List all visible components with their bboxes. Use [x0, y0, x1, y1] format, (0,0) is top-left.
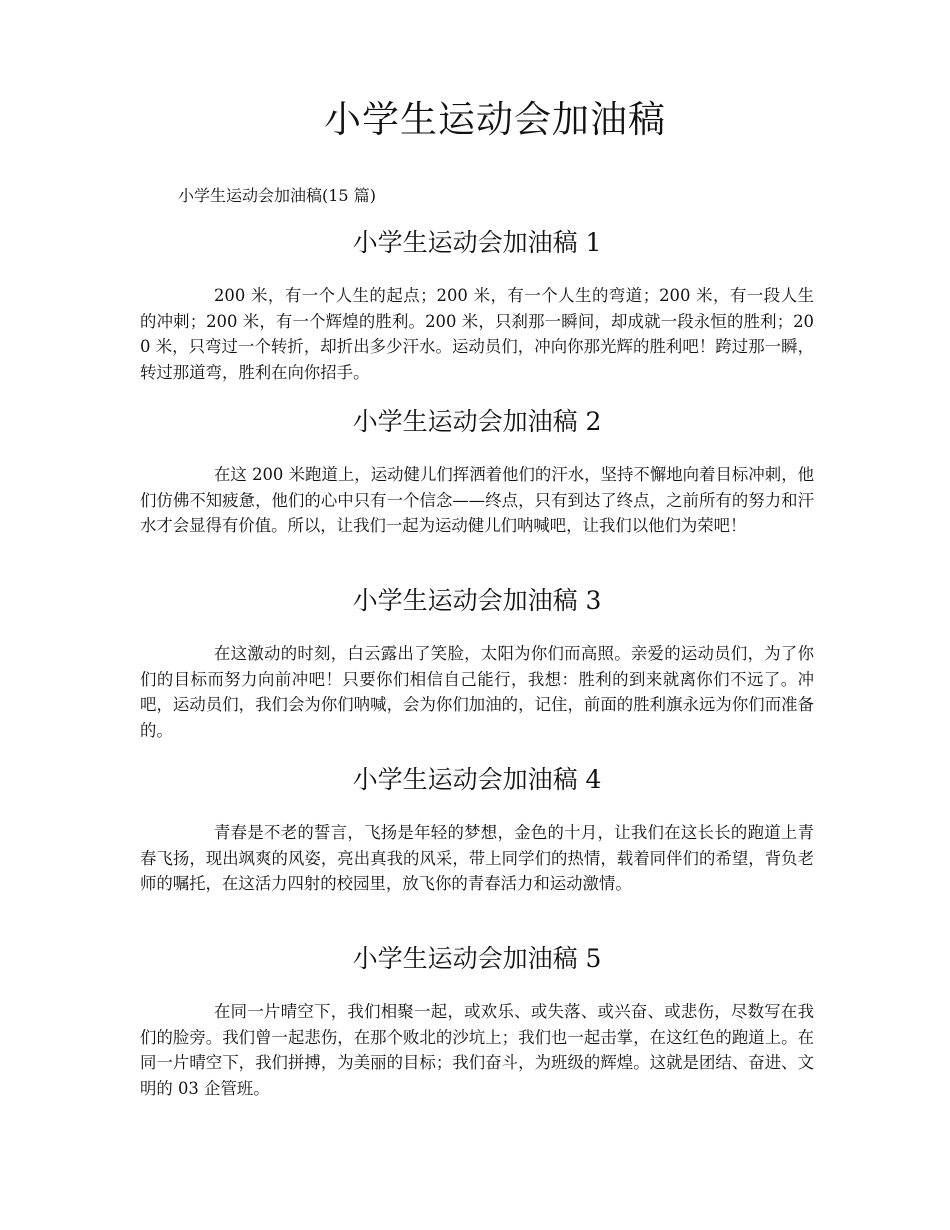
section-heading: 小学生运动会加油稿 2	[352, 407, 602, 436]
section-2	[140, 405, 814, 539]
section-paragraph: 在同一片晴空下，我们相聚一起，或欢乐、或失落、或兴奋、或悲伤，尽数写在我们的脸旁。我们曾一起悲伤，在那个败北的沙坑上；我们也一起击掌，在这红色的跑道上。在同一片晴空下，我们拼搏，为美丽的目标；我们奋斗，为班级的辉煌。这就是团结、奋进、文明的 03 企管班。	[140, 1002, 814, 1098]
section-heading: 小学生运动会加油稿 1	[352, 228, 602, 257]
section-heading: 小学生运动会加油稿 5	[352, 944, 602, 973]
section-paragraph: 在这激动的时刻，白云露出了笑脸，太阳为你们而高照。亲爱的运动员们，为了你们的目标而努力向前冲吧！只要你们相信自己能行，我想：胜利的到来就离你们不远了。冲吧，运动员们，我们会为你们呐喊，会为你们加油的，记住，前面的胜利旗永远为你们而准备的。	[140, 644, 814, 740]
section-3	[140, 584, 814, 743]
section-paragraph: 200 米，有一个人生的起点；200 米，有一个人生的弯道；200 米，有一段人生的冲刺；200 米，有一个辉煌的胜利。200 米，只刹那一瞬间，却成就一段永恒的胜利；200 米，只弯过一个转折，却折出多少汗水。运动员们，冲向你那光辉的胜利吧！跨过那一瞬，转过那道弯，胜利在向你招手。	[140, 286, 814, 382]
section-heading: 小学生运动会加油稿 4	[352, 765, 602, 794]
document-subtitle: 小学生运动会加油稿(15 篇)	[178, 186, 376, 205]
section-4	[140, 763, 814, 897]
section-5	[140, 942, 814, 1101]
section-paragraph: 在这 200 米跑道上，运动健儿们挥洒着他们的汗水，坚持不懈地向着目标冲刺，他们仿佛不知疲惫，他们的心中只有一个信念——终点，只有到达了终点，之前所有的努力和汗水才会显得有价值。所以，让我们一起为运动健儿们呐喊吧，让我们以他们为荣吧！	[140, 465, 814, 535]
section-heading: 小学生运动会加油稿 3	[352, 586, 602, 615]
section-paragraph: 青春是不老的誓言，飞扬是年轻的梦想，金色的十月，让我们在这长长的跑道上青春飞扬，现出飒爽的风姿，亮出真我的风采，带上同学们的热情，载着同伴们的希望，背负老师的嘱托，在这活力四射的校园里，放飞你的青春活力和运动激情。	[140, 823, 814, 893]
section-1	[140, 226, 814, 385]
document-title: 小学生运动会加油稿	[324, 98, 666, 141]
